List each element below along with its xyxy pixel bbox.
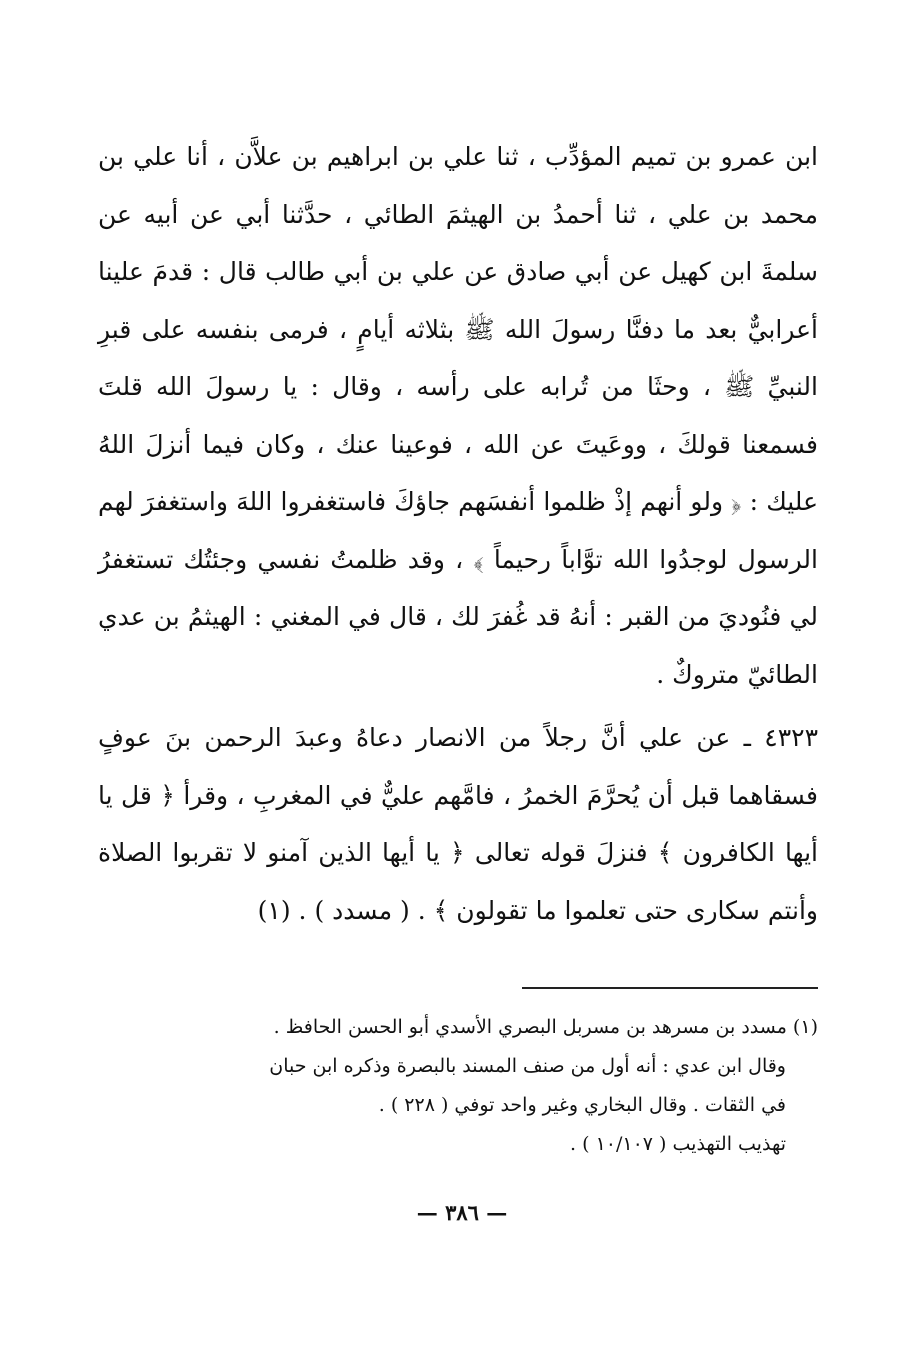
footnote-line: (١) مسدد بن مسرهد بن مسربل البصري الأسدي أبو الحسن الحافظ .	[273, 1016, 818, 1038]
hadith-paragraph-4323: ٤٣٢٣ ـ عن علي أنَّ رجلاً من الانصار دعاهُ وعبدَ الرحمن بنَ عوفٍ فسقاهما قبل أن يُحرَّمَ الخمرُ ، فامَّهم عليٌّ في المغربِ ، وقرأ ﴿ قل يا أيها الكافرون ﴾ فنزلَ قوله تعالى ﴿ يا أيها الذين آمنو لا تقربوا الصلاة وأنتم سكارى حتى تعلموا ما تقولون ﴾ . ( مسدد ) . (١)	[98, 723, 818, 925]
footnote-line: وقال ابن عدي : أنه أول من صنف المسند بالبصرة وذكره ابن حبان	[269, 1055, 786, 1077]
hadith-paragraph: ابن عمرو بن تميم المؤدِّب ، ثنا علي بن ابراهيم بن علاَّن ، أنا علي بن محمد بن علي ، ثنا أحمدُ بن الهيثمَ الطائي ، حدَّثنا أبي عن أبيه عن سلمةَ ابن كهيل عن أبي صادق عن علي بن أبي طالب قال : قدمَ علينا أعرابيٌّ بعد ما دفنَّا رسولَ الله ﷺ بثلاثه أيامٍ ، فرمى بنفسه على قبرِ النبيِّ ﷺ ، وحثَا من تُرابه على رأسه ، وقال : يا رسولَ الله قلتَ فسمعنا قولكَ ، ووعَيتَ عن الله ، فوعينا عنك ، وكان فيما أنزلَ اللهُ عليك : ﴿ ولو أنهم إذْ ظلموا أنفسَهم جاؤكَ فاستغفروا اللهَ واستغفرَ لهم الرسول لوجدُوا الله توَّاباً رحيماً ﴾ ، وقد ظلمتُ نفسي وجئتُك تستغفرُ لي فنُوديَ من القبر : أنهُ قد غُفرَ لك ، قال في المغني : الهيثمُ بن عدي الطائيّ متروكٌ .	[98, 142, 818, 689]
page-number: — ٣٨٦ —	[416, 1200, 508, 1225]
footnote-divider	[522, 987, 818, 989]
main-text	[98, 128, 818, 939]
footnotes	[98, 1008, 818, 1164]
footnote-line: في الثقات . وقال البخاري وغير واحد توفي ( ٢٢٨ ) .	[378, 1094, 786, 1116]
footnote-line: تهذيب التهذيب ( ١٠/١٠٧ ) .	[570, 1133, 786, 1155]
